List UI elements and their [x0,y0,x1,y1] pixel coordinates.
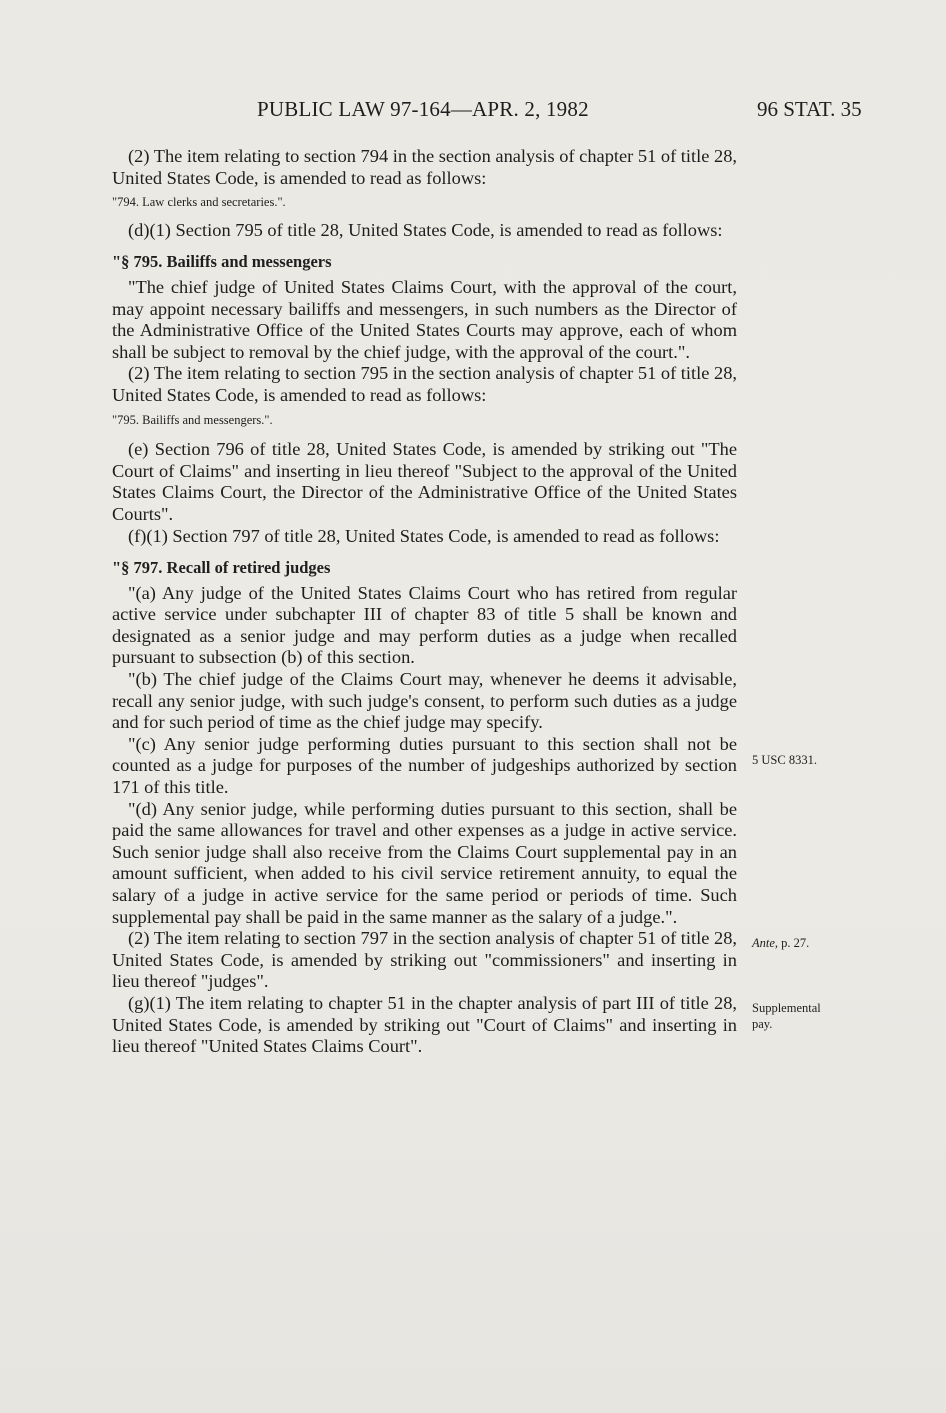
paragraph-d1: (d)(1) Section 795 of title 28, United States Code, is amended to read as follows: [128,219,723,240]
paragraph-794-item: (2) The item relating to section 794 in the section analysis of chapter 51 of title 28, United States Code, is amended to read as follows: [112,146,737,188]
paragraph-f1: (f)(1) Section 797 of title 28, United States Code, is amended to read as follows: [128,525,720,546]
page-header-title: PUBLIC LAW 97-164—APR. 2, 1982 [257,97,589,121]
quoted-item-795: "795. Bailiffs and messengers.". [112,412,273,427]
heading-795: "§ 795. Bailiffs and messengers [112,252,332,272]
margin-note-supplemental-line2: pay. [752,1017,773,1031]
paragraph-g1: (g)(1) The item relating to chapter 51 in the chapter analysis of part III of title 28, United States Code, is amended by striking out "Court of Claims" and inserting in lieu thereof "United States Claims Court". [112,992,737,1057]
margin-note-ante-italic: Ante, [752,936,779,950]
quoted-item-794: "794. Law clerks and secretaries.". [112,195,286,210]
paragraph-797-a: "(a) Any judge of the United States Claims Court who has retired from regular active service under subchapter III of chapter 83 of title 5 shall be known and designated as a senior judge and may perform duties as a judge when recalled pursuant to subsection (b) of this section. [112,582,737,668]
margin-note-ante-page: p. 27. [778,936,810,950]
page-header-stat: 96 STAT. 35 [757,97,862,121]
margin-note-supplemental-line1: Supplemental [752,1001,821,1015]
paragraph-e: (e) Section 796 of title 28, United States Code, is amended by striking out "The Court of Claims" and inserting in lieu thereof "Subject to the approval of the United States Claims Court, the Director of the Administrative Office of the United States Courts". [112,439,737,524]
heading-797: "§ 797. Recall of retired judges [112,558,331,578]
margin-note-ante [752,935,809,951]
paragraph-797-item: (2) The item relating to section 797 in the section analysis of chapter 51 of title 28, United States Code, is amended by striking out "commissioners" and inserting in lieu thereof "judges". [112,928,737,992]
paragraph-797-c: "(c) Any senior judge performing duties pursuant to this section shall not be counted as a judge for purposes of the number of judgeships authorized by section 171 of this title. [112,733,737,798]
body-section-1 [112,146,737,1058]
paragraph-795-text: "The chief judge of United States Claims Court, with the approval of the court, may appoint necessary bailiffs and messengers, in such numbers as the Director of the Administrative Office of the United States Courts may approve, each of whom shall be subject to removal by the chief judge, with the approval of the court.". [112,276,737,362]
paragraph-797-d: "(d) Any senior judge, while performing duties pursuant to this section, shall be paid the same allowances for travel and other expenses as a judge in active service. Such senior judge shall also receive from the Claims Court supplemental pay in an amount sufficient, when added to his civil service retirement annuity, to equal the salary of a judge in active service for the same period or periods of time. Such supplemental pay shall be paid in the same manner as the salary of a judge.". [112,798,737,927]
margin-note-supplemental [752,1000,821,1032]
paragraph-797-b: "(b) The chief judge of the Claims Court may, whenever he deems it advisable, recall any senior judge, with such judge's consent, to perform such duties as a judge and for such period of time as the chief judge may specify. [112,669,737,733]
paragraph-795-item: (2) The item relating to section 795 in the section analysis of chapter 51 of title 28, United States Code, is amended to read as follows: [112,363,737,405]
margin-note-usc: 5 USC 8331. [752,753,817,767]
